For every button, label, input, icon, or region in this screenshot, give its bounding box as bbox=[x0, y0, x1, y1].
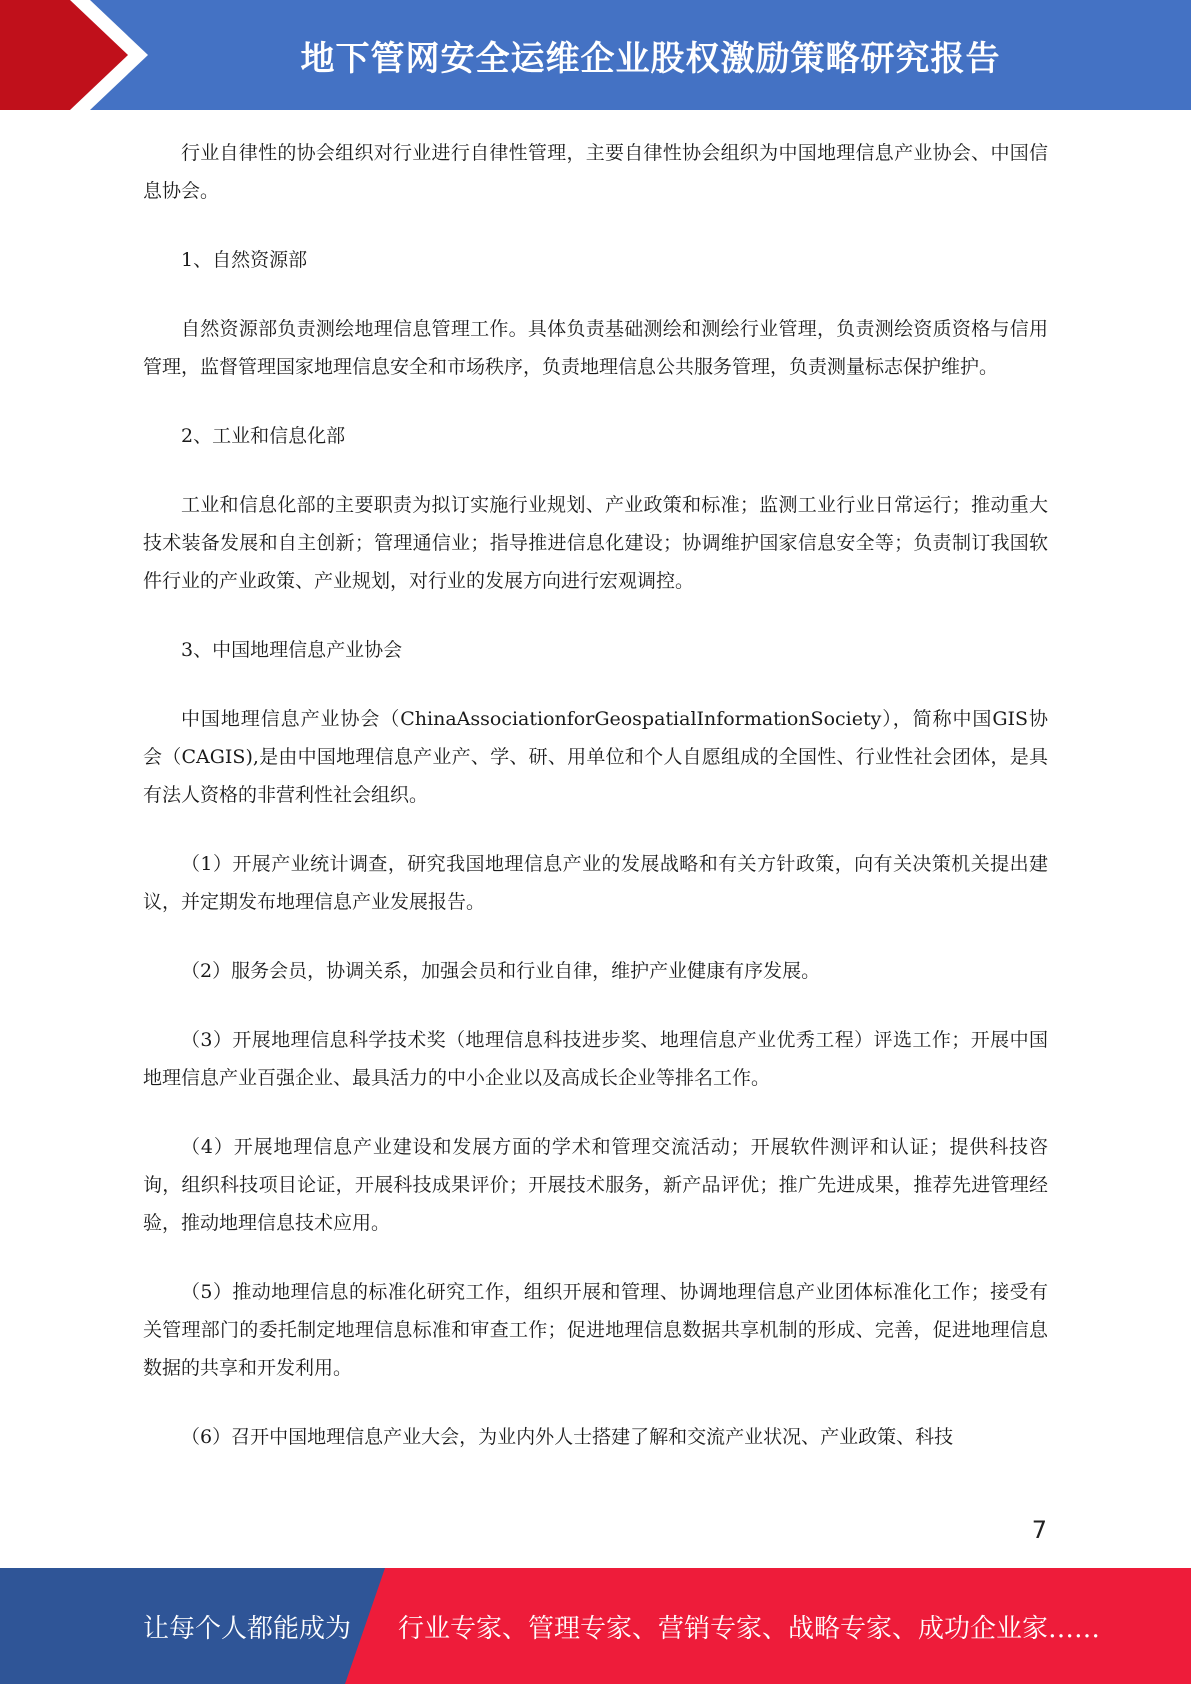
body-paragraph: （5）推动地理信息的标准化研究工作，组织开展和管理、协调地理信息产业团体标准化工作；接受有关管理部门的委托制定地理信息标准和审查工作；促进地理信息数据共享机制的形成、完善，促进地理信息数据的共享和开发利用。 bbox=[143, 1281, 1048, 1379]
body-paragraph: （4）开展地理信息产业建设和发展方面的学术和管理交流活动；开展软件测评和认证；提供科技咨询，组织科技项目论证，开展科技成果评价；开展技术服务，新产品评优；推广先进成果，推荐先进管理经验，推动地理信息技术应用。 bbox=[143, 1136, 1048, 1234]
body-paragraph: （6）召开中国地理信息产业大会，为业内外人士搭建了解和交流产业状况、产业政策、科技 bbox=[181, 1426, 954, 1448]
section-heading: 3、中国地理信息产业协会 bbox=[181, 639, 403, 661]
body-paragraph: 行业自律性的协会组织对行业进行自律性管理，主要自律性协会组织为中国地理信息产业协会、中国信息协会。 bbox=[143, 142, 1048, 202]
page-header bbox=[0, 0, 1191, 110]
body-paragraph: 中国地理信息产业协会（ChinaAssociationforGeospatialInformationSociety），简称中国GIS协会（CAGIS),是由中国地理信息产业产、学、研、用单位和个人自愿组成的全国性、行业性社会团体，是具有法人资格的非营利性社会组织。 bbox=[143, 708, 1048, 806]
report-title: 地下管网安全运维企业股权激励策略研究报告 bbox=[300, 38, 1001, 79]
page-number: 7 bbox=[1031, 1516, 1047, 1544]
footer-slogan-left: 让每个人都能成为 bbox=[143, 1613, 352, 1644]
page-footer bbox=[0, 1568, 1191, 1684]
body-paragraph: （2）服务会员，协调关系，加强会员和行业自律，维护产业健康有序发展。 bbox=[181, 960, 821, 982]
red-arrow-icon bbox=[0, 0, 160, 110]
body-paragraph: 自然资源部负责测绘地理信息管理工作。具体负责基础测绘和测绘行业管理，负责测绘资质资格与信用管理，监督管理国家地理信息安全和市场秩序，负责地理信息公共服务管理，负责测量标志保护维护。 bbox=[143, 318, 1048, 378]
document-body bbox=[143, 134, 1048, 1487]
body-paragraph: 工业和信息化部的主要职责为拟订实施行业规划、产业政策和标准；监测工业行业日常运行；推动重大技术装备发展和自主创新；管理通信业；指导推进信息化建设；协调维护国家信息安全等；负责制订我国软件行业的产业政策、产业规划，对行业的发展方向进行宏观调控。 bbox=[143, 494, 1048, 592]
section-heading: 1、自然资源部 bbox=[181, 249, 308, 271]
body-paragraph: （3）开展地理信息科学技术奖（地理信息科技进步奖、地理信息产业优秀工程）评选工作；开展中国地理信息产业百强企业、最具活力的中小企业以及高成长企业等排名工作。 bbox=[143, 1029, 1048, 1089]
body-paragraph: （1）开展产业统计调查，研究我国地理信息产业的发展战略和有关方针政策，向有关决策机关提出建议，并定期发布地理信息产业发展报告。 bbox=[143, 853, 1048, 913]
footer-slogan-right: 行业专家、管理专家、营销专家、战略专家、成功企业家…… bbox=[398, 1613, 1101, 1644]
section-heading: 2、工业和信息化部 bbox=[181, 425, 346, 447]
